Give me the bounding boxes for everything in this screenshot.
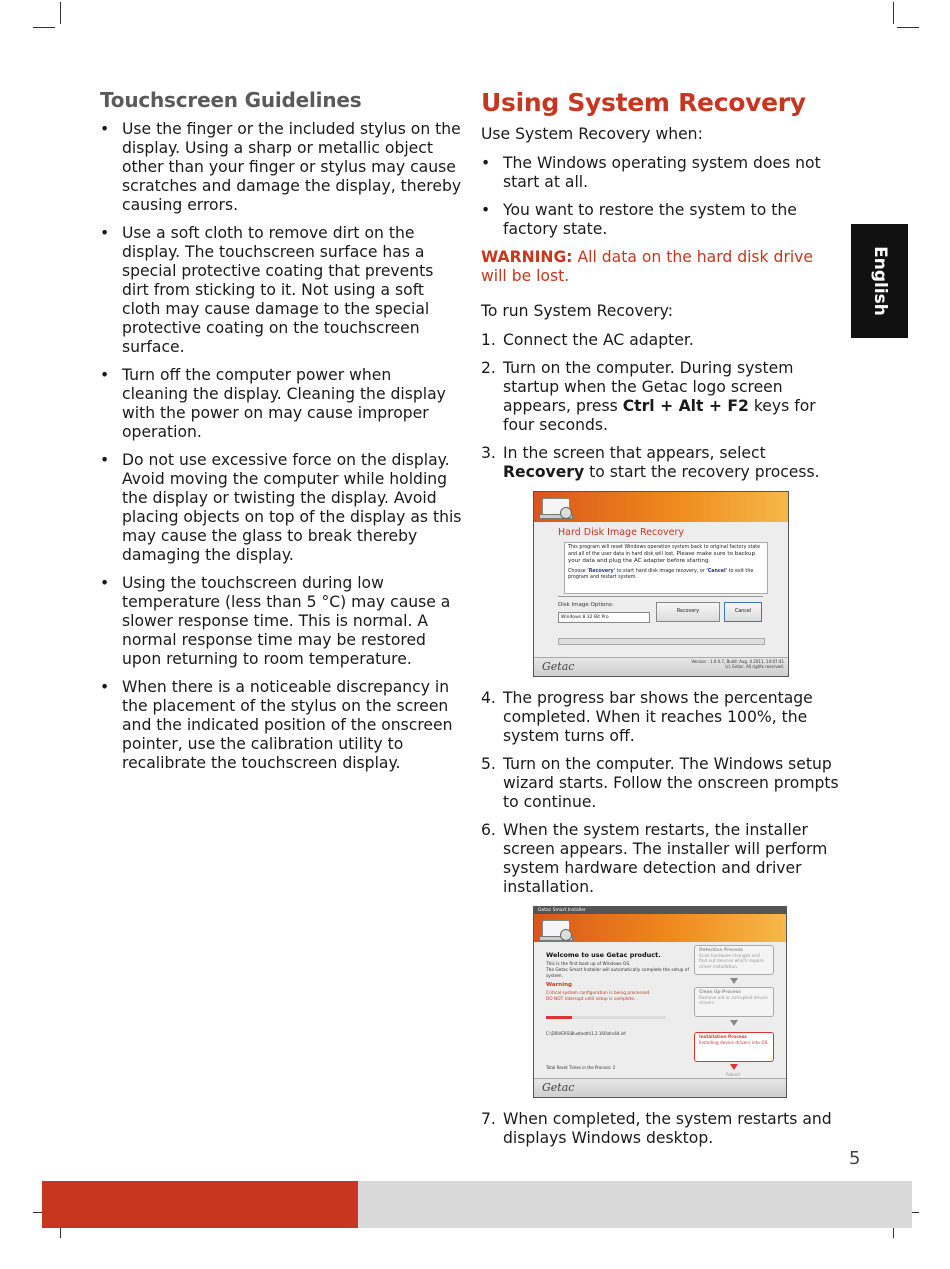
installer-welcome: Welcome to use Getac product. xyxy=(546,951,661,959)
arrow-down-icon xyxy=(730,978,738,984)
recovery-conditions-list xyxy=(481,154,843,239)
orange-banner xyxy=(534,492,788,522)
smart-installer-screenshot xyxy=(533,906,787,1098)
installer-driver-path: C:\DRIVERS\Bluetooth\1.2.160\drv64.inf xyxy=(546,1031,626,1036)
list-item: • Do not use excessive force on the display. Avoid moving the computer while holding the display or twisting the display. Avoid placing objects on top of the display as this may cause the glass to break thereby damaging the display. xyxy=(100,451,462,564)
cancel-button[interactable]: Cancel xyxy=(724,602,762,622)
crop-mark xyxy=(897,27,919,28)
step-item: 2. Turn on the computer. During system startup when the Getac logo screen appears, press Ctrl + Alt + F2 keys for four seconds. xyxy=(481,359,816,434)
disc-icon xyxy=(560,507,572,519)
step-item: 7. When completed, the system restarts and displays Windows desktop. xyxy=(481,1110,832,1147)
crop-mark xyxy=(33,27,55,28)
recovery-steps xyxy=(481,331,843,482)
warning-text: WARNING: All data on the hard disk drive will be lost. xyxy=(481,248,814,285)
step-item: 5. Turn on the computer. The Windows setup wizard starts. Follow the onscreen prompts to continue. xyxy=(481,755,839,811)
step-item: 1. Connect the AC adapter. xyxy=(481,331,694,349)
warning-label: WARNING: xyxy=(481,248,573,266)
list-item: • Use a soft cloth to remove dirt on the display. The touchscreen surface has a special protective coating that prevents dirt from sticking to it. Not using a soft cloth may cause damage to the special protective coating on the touchscreen surface. xyxy=(100,224,434,356)
language-tab xyxy=(851,224,908,338)
installer-description: This is the first boot up of Windows OS. The Getac Smart Installer will automatically complete the setup of system. xyxy=(546,962,689,979)
arrow-down-icon xyxy=(730,1020,738,1026)
version-text: Version : 1.0.0.7, Build: Aug. 4 2011, 14:07:41 (c) Getac. All rights reserved. xyxy=(691,659,784,669)
detection-process-box: Detection Process Scan hardware changes and find out devices which require driver installation. xyxy=(694,945,774,975)
getac-logo: Getac xyxy=(542,1081,575,1094)
system-recovery-heading: Using System Recovery xyxy=(481,88,806,117)
page-number: 5 xyxy=(849,1148,861,1169)
step-item: 4. The progress bar shows the percentage completed. When it reaches 100%, the system turns off. xyxy=(481,689,813,745)
installation-process-box: Installation Process Installing device drivers into OS. xyxy=(694,1032,774,1062)
step-item: 3. In the screen that appears, select Recovery to start the recovery process. xyxy=(481,444,820,481)
disc-icon xyxy=(560,929,572,941)
touchscreen-guidelines-heading: Touchscreen Guidelines xyxy=(100,88,362,112)
recovery-dialog-screenshot xyxy=(533,491,789,677)
list-item: • Using the touchscreen during low temperature (less than 5 °C) may cause a slower response time. This is normal. A normal response time may be restored upon returning to room temperature. xyxy=(100,574,451,668)
dialog-message: This program will reset Windows operation system back to original factory state and all of the user data in hard disk will lost. Please make sure to backup your data and plug the AC adapter before starting. Choose 'Recovery' to start hard disk image recovery, or 'Cancel' to exit the program and restart system. xyxy=(564,542,768,594)
dialog-footer xyxy=(534,657,788,676)
cleanup-process-box: Clean Up Process Remove old or corrupted device drivers. xyxy=(694,987,774,1017)
disk-image-select[interactable]: Windows 8 32 Bit Pro xyxy=(558,612,650,623)
installer-window-title: Getac Smart Installer xyxy=(534,907,786,914)
getac-logo: Getac xyxy=(542,660,575,673)
intro-text: Use System Recovery when: xyxy=(481,125,703,143)
installer-reset-count: Total Reset Times in the Process: 2 xyxy=(546,1065,616,1070)
list-item: • When there is a noticeable discrepancy in the placement of the stylus on the screen and the indicated position of the onscreen pointer, use the calibration utility to recalibrate the touchscreen display. xyxy=(100,678,453,772)
list-item: • Turn off the computer power when cleaning the display. Cleaning the display with the power on may cause improper operation. xyxy=(100,366,446,441)
list-item: • Use the finger or the included stylus on the display. Using a sharp or metallic object other than your finger or stylus may cause scratches and damage the display, thereby causing errors. xyxy=(100,120,462,214)
installer-footer xyxy=(534,1078,786,1097)
left-column xyxy=(100,88,462,782)
disk-image-options-label: Disk Image Options: xyxy=(558,602,614,608)
recovery-steps-final xyxy=(481,1110,843,1148)
to-run-text: To run System Recovery: xyxy=(481,302,674,320)
installer-warning-title: Warning xyxy=(546,982,572,988)
footer-bar-grey xyxy=(358,1181,912,1228)
arrow-down-icon xyxy=(730,1064,738,1070)
crop-mark xyxy=(60,2,61,24)
recovery-steps-continued xyxy=(481,689,843,897)
orange-banner xyxy=(534,914,786,942)
installer-warning-text: Critical system configuration is being processed. DO NOT interrupt until setup is complete... xyxy=(546,991,651,1002)
right-column xyxy=(481,88,843,1157)
list-item: • The Windows operating system does not start at all. xyxy=(481,154,821,191)
touchscreen-guidelines-list xyxy=(100,120,462,773)
installer-progress-fill xyxy=(546,1016,572,1019)
reboot-label: Reboot xyxy=(726,1072,741,1077)
recovery-button[interactable]: Recovery xyxy=(656,602,720,622)
footer-bar-red xyxy=(42,1181,358,1228)
progress-bar xyxy=(558,638,765,645)
language-tab-label: English xyxy=(869,246,890,316)
crop-mark xyxy=(893,2,894,24)
installer-progress-bar xyxy=(546,1016,666,1019)
dialog-title: Hard Disk Image Recovery xyxy=(558,527,685,538)
list-item: • You want to restore the system to the factory state. xyxy=(481,201,797,238)
step-item: 6. When the system restarts, the installer screen appears. The installer will perform system hardware detection and driver installation. xyxy=(481,821,828,896)
